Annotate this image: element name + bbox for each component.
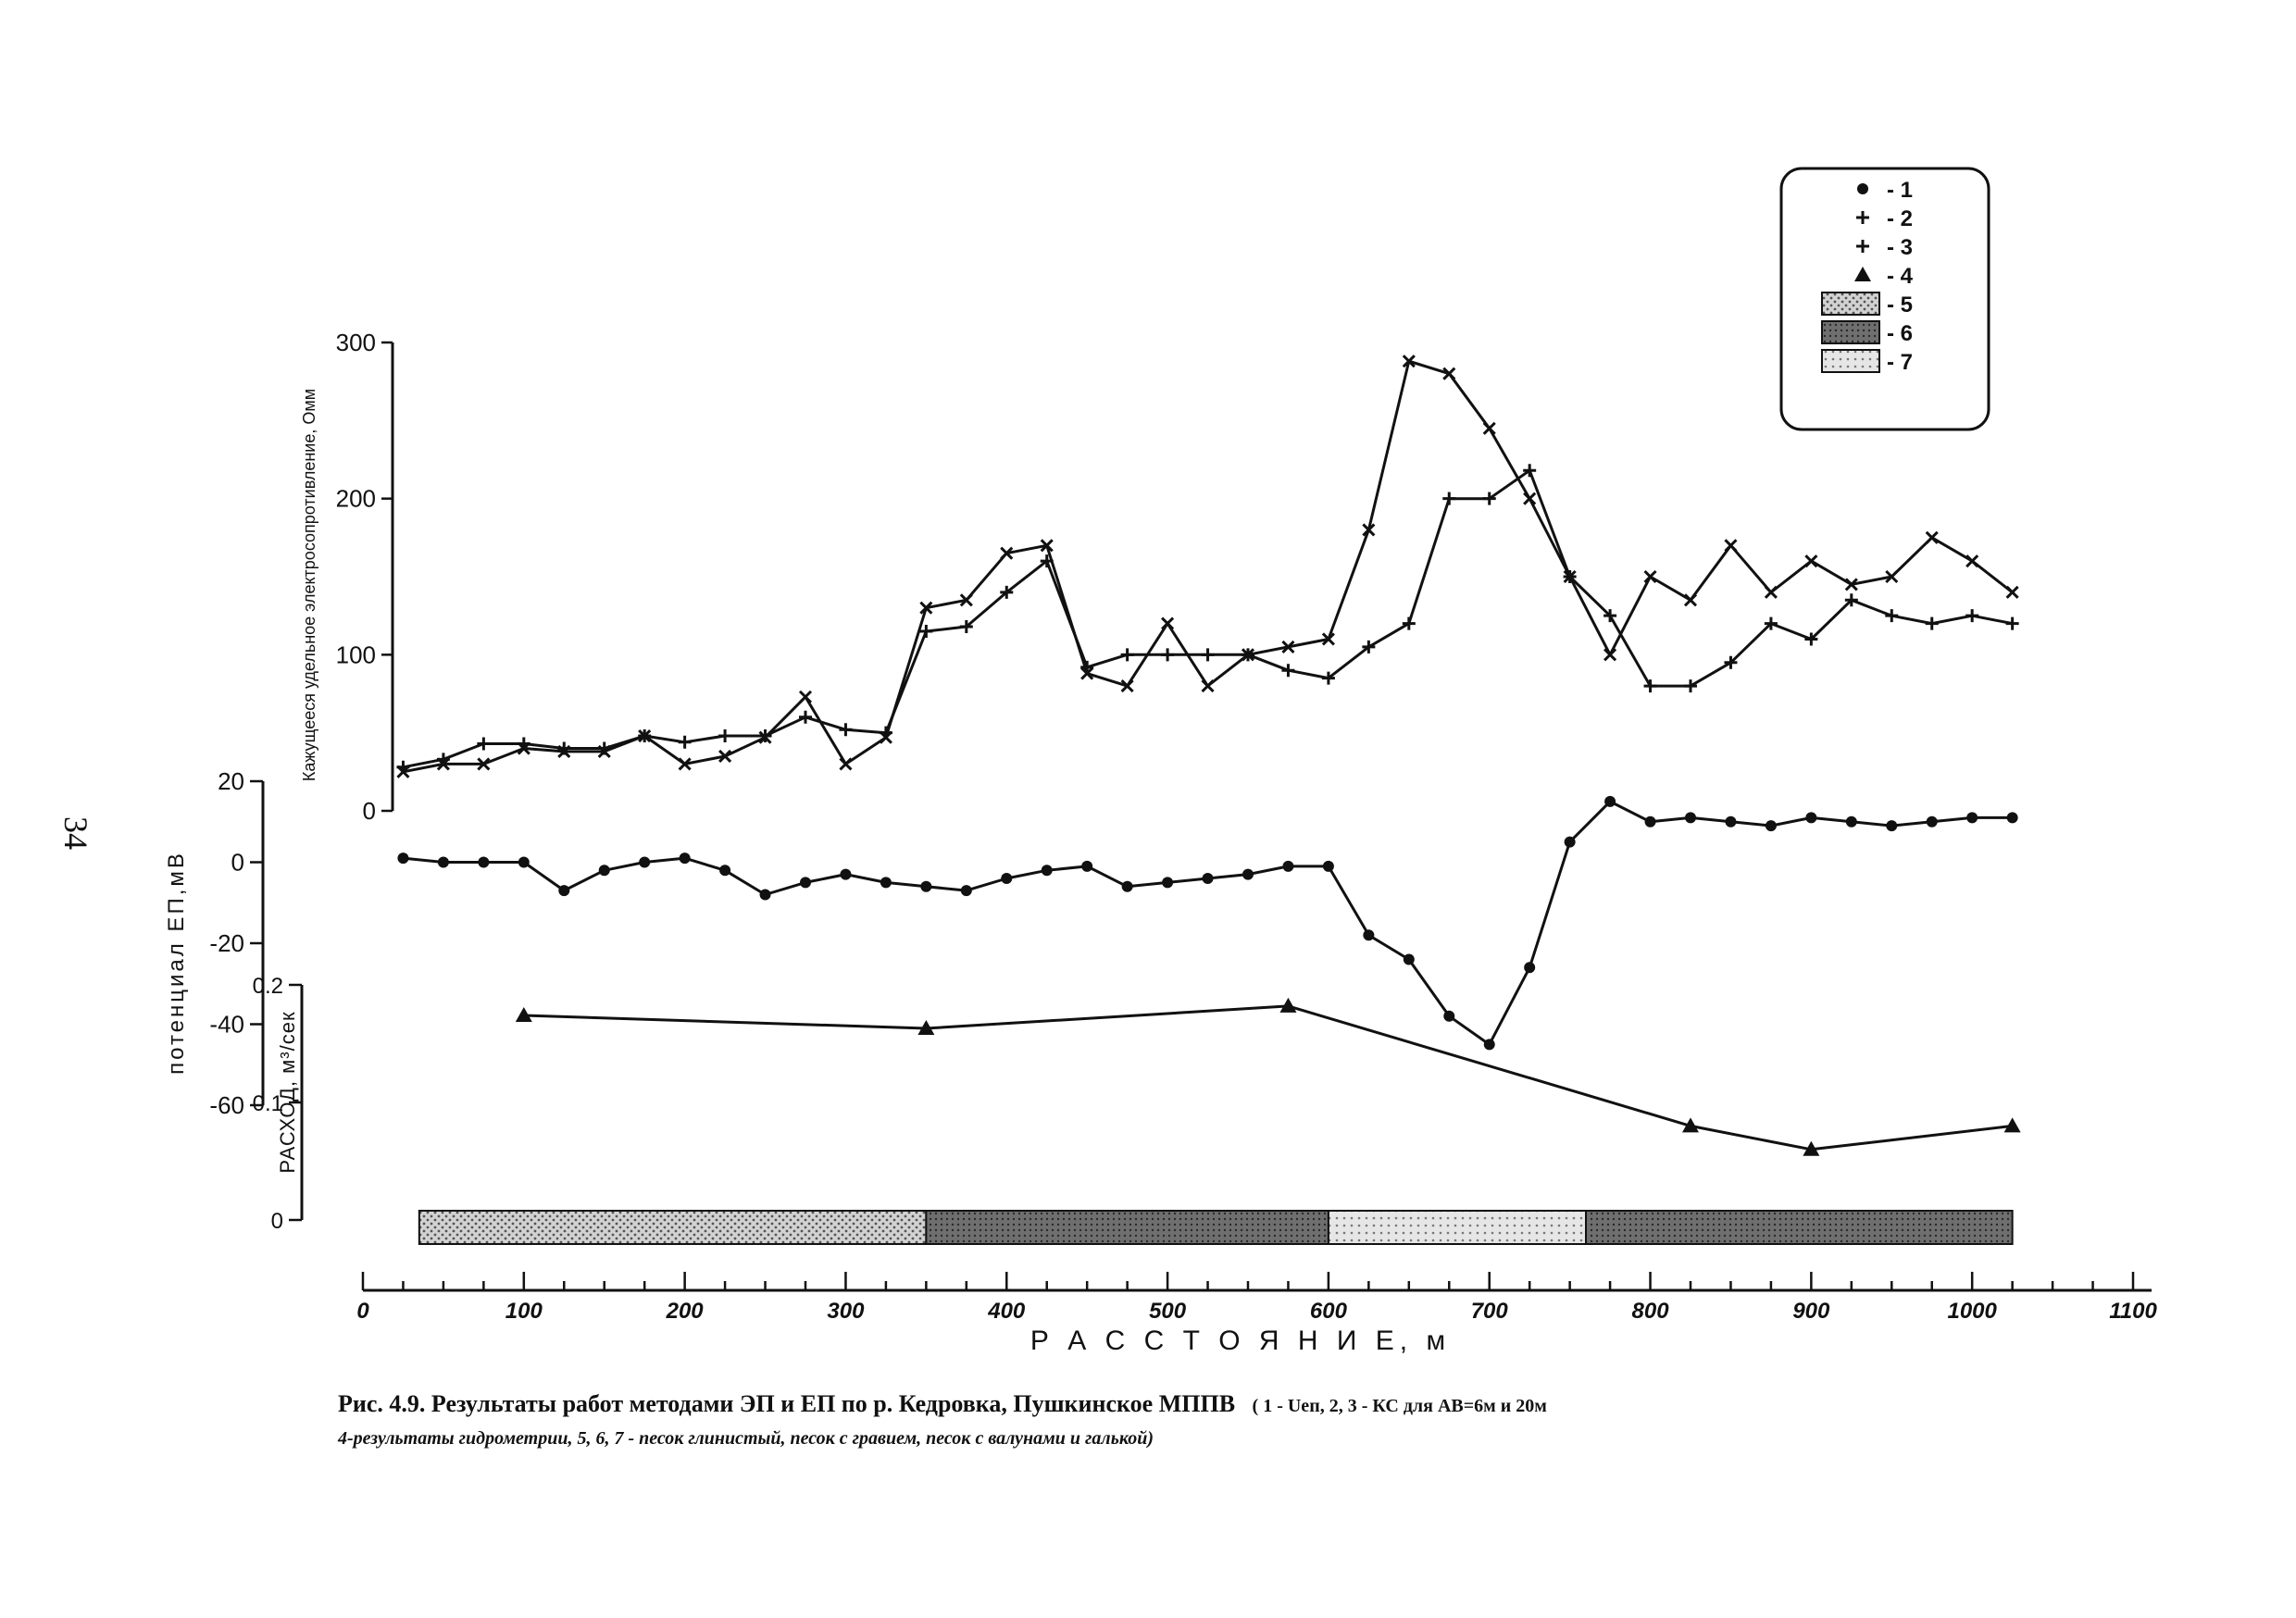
series-3-point [1927, 532, 1938, 543]
x-tick-label: 500 [1149, 1299, 1187, 1324]
x-tick-label: 300 [827, 1299, 865, 1324]
self-potential-tick-label: -20 [209, 929, 244, 957]
legend-swatch [1822, 292, 1879, 315]
discharge-tick-label: 0 [270, 1209, 283, 1234]
data-series [396, 355, 2020, 1156]
series-2-point [1202, 648, 1215, 661]
x-tick-label: 100 [505, 1299, 543, 1324]
series-2-point [477, 737, 490, 750]
series-3-point [1203, 680, 1214, 691]
legend-label: - 4 [1887, 264, 1914, 289]
series-1-line [404, 802, 2013, 1045]
series-3-point [1805, 555, 1816, 566]
legend-label: - 1 [1887, 178, 1914, 203]
series-1-point [760, 890, 771, 901]
series-2-point [1442, 492, 1455, 505]
x-tick-label: 1100 [2109, 1299, 2157, 1324]
x-tick-label: 700 [1470, 1299, 1508, 1324]
lithology-segment-6 [926, 1211, 1329, 1244]
series-1-point [961, 885, 972, 896]
caption-line-2: 4-результаты гидрометрии, 5, 6, 7 - песок глинистый, песок с гравием, песок с валунами и галькой) [338, 1428, 1154, 1449]
discharge-axis-title: РАСХОД, м³/сек [276, 1011, 299, 1174]
lithology-segment-6 [1586, 1211, 2013, 1244]
legend-label: - 6 [1887, 321, 1914, 346]
series-1-point [1846, 816, 1857, 828]
series-3-point [1604, 649, 1616, 660]
x-tick-label: 200 [666, 1299, 704, 1324]
discharge-tick-label: 0.2 [252, 974, 283, 999]
series-1-point [1645, 816, 1656, 828]
series-1-point [1162, 877, 1173, 888]
series-1-point [1203, 873, 1214, 884]
legend-label: - 3 [1887, 235, 1914, 260]
series-1-point [1524, 962, 1535, 973]
sp-axis-title: потенциал ЕП,мВ [164, 851, 189, 1075]
resistivity-tick-label: 300 [335, 329, 376, 356]
series-2-point [1281, 664, 1294, 677]
series-3-point [1162, 618, 1173, 629]
self-potential-tick-label: 20 [218, 767, 244, 795]
series-1-point [639, 857, 650, 868]
series-3-point [1685, 594, 1696, 605]
x-tick-label: 600 [1309, 1299, 1347, 1324]
series-3-point [840, 758, 851, 769]
series-2-point [1684, 679, 1697, 692]
legend [1781, 168, 1989, 429]
x-tick-label: 400 [988, 1299, 1026, 1324]
series-2-point [1161, 648, 1174, 661]
series-3-point [800, 691, 811, 703]
x-axis-ticks [356, 1272, 2157, 1324]
resistivity-tick-label: 0 [362, 797, 376, 825]
series-1-point [1404, 954, 1415, 965]
resistivity-tick-label: 200 [335, 484, 376, 513]
resistivity-tick-label: 100 [335, 641, 376, 669]
page-number: 34 [57, 816, 94, 850]
axes [263, 342, 2152, 1290]
series-1-point [1242, 869, 1254, 880]
series-3-point [1766, 587, 1777, 598]
legend-label: - 5 [1887, 292, 1914, 317]
series-3-line [404, 361, 2013, 772]
series-4-point [2004, 1117, 2021, 1132]
series-1-point [1565, 837, 1576, 848]
series-1-point [880, 877, 892, 888]
series-2-point [1926, 617, 1939, 630]
series-1-point [1927, 816, 1938, 828]
series-1-point [478, 857, 489, 868]
series-2-point [1965, 609, 1978, 622]
series-1-point [1081, 861, 1092, 872]
series-2-point [679, 736, 692, 749]
resistivity-axis-title: Кажущееся удельное электросопротивление, Омм [300, 388, 318, 782]
series-1-point [1042, 865, 1053, 876]
legend-label: - 2 [1887, 206, 1914, 231]
series-2-point [1403, 617, 1416, 630]
x-tick-label: 900 [1792, 1299, 1830, 1324]
self-potential-tick-label: -60 [209, 1091, 244, 1119]
series-1-point [1766, 820, 1777, 831]
discharge-tick-label: 0.1 [252, 1091, 283, 1116]
legend-swatch [1822, 350, 1879, 372]
series-2-point [1885, 609, 1898, 622]
series-3-point [2007, 587, 2018, 598]
caption-tail: ( 1 - Uеп, 2, 3 - КС для АВ=6м и 20м [1252, 1396, 1547, 1416]
series-1-point [1122, 881, 1133, 892]
series-1-point [2007, 812, 2018, 823]
lithology-bar [419, 1211, 2013, 1244]
series-4-line [524, 1006, 2013, 1150]
legend-dot-icon [1857, 183, 1868, 194]
series-1-point [1966, 812, 1978, 823]
series-1-point [719, 865, 730, 876]
series-1-point [1725, 816, 1736, 828]
series-1-point [680, 853, 691, 864]
series-1-point [397, 853, 408, 864]
figure-caption [337, 1390, 1547, 1449]
series-3-point [1966, 555, 1978, 566]
caption-title: Рис. 4.9. Результаты работ методами ЭП и ЕП по р. Кедровка, Пушкинское МППВ [338, 1390, 1236, 1417]
series-1-point [1484, 1039, 1495, 1050]
lithology-segment-5 [419, 1211, 927, 1244]
svg-text:Рис. 4.9. Результаты работ ме [338, 1390, 1547, 1417]
series-1-point [1886, 820, 1897, 831]
series-2-point [718, 729, 731, 742]
series-2-point [1644, 679, 1657, 692]
series-3-point [1645, 571, 1656, 582]
series-1-point [1443, 1011, 1454, 1022]
legend-swatch [1822, 321, 1879, 343]
series-1-point [1604, 796, 1616, 807]
series-2-point [2006, 617, 2019, 630]
legend-label: - 7 [1887, 350, 1914, 375]
series-1-point [920, 881, 931, 892]
series-2-point [839, 723, 852, 736]
series-3-point [1725, 540, 1736, 551]
x-axis-title: Р А С С Т О Я Н И Е, м [1029, 1326, 1452, 1356]
series-1-point [518, 857, 530, 868]
series-1-point [438, 857, 449, 868]
self-potential-tick-label: -40 [209, 1010, 244, 1039]
series-1-point [1282, 861, 1293, 872]
x-tick-label: 800 [1631, 1299, 1669, 1324]
series-1-point [1323, 861, 1334, 872]
series-1-point [1685, 812, 1696, 823]
series-1-point [1001, 873, 1012, 884]
self-potential-tick-label: 0 [231, 848, 244, 877]
series-2-point [799, 711, 812, 724]
series-3-point [1484, 423, 1495, 434]
legend-box [1781, 168, 1989, 429]
series-1-point [599, 865, 610, 876]
x-tick-label: 1000 [1947, 1299, 1997, 1324]
x-tick-label: 0 [356, 1299, 369, 1324]
series-1-point [558, 885, 569, 896]
series-1-point [1805, 812, 1816, 823]
series-3-point [1524, 493, 1535, 504]
series-1-point [1363, 929, 1374, 940]
series-1-point [840, 869, 851, 880]
series-1-point [800, 877, 811, 888]
lithology-segment-7 [1329, 1211, 1586, 1244]
series-2-point [1121, 648, 1134, 661]
